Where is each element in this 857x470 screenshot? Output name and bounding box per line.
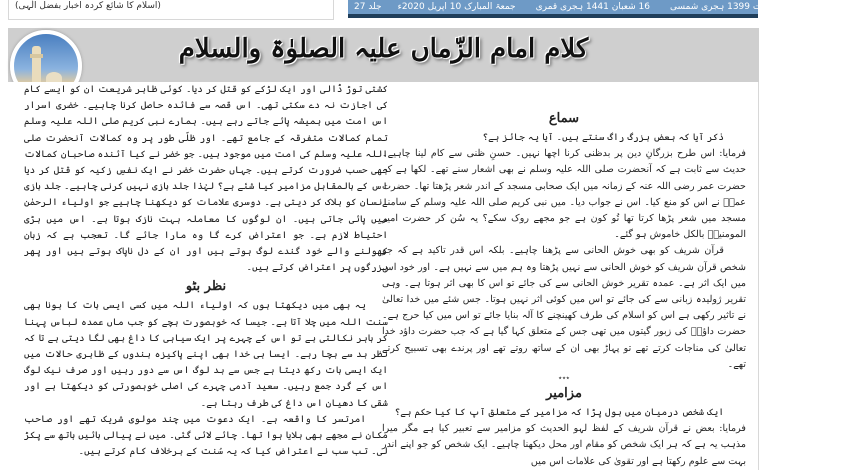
date-hijri: 16 شعبان 1441 ہجری قمری: [535, 2, 650, 12]
section-paragraph: امرتسر کا واقعہ ہے۔ ایک دعوت میں چند مولوی شریک تھے اور صاحب مکان نے مجھے بھی بلایا ہوا تھا۔ چائے لائی گئی۔ میں نے پیالی بائیں ہاتھ سے پکڑ لی۔ تب سب نے اعتراض کیا کہ یہ سُنت کے برخلاف کام کرتے ہیں۔: [24, 413, 388, 458]
section-paragraph: یہ بھی میں دیکھتا ہوں کہ اولیاء اللہ میں کسی ایسی بات کا ہونا بھی سنت اللہ میں چلا آتا ہے۔ جیسا کہ خوبصورت بچے کو جب ماں عمدہ لباس پہنا کر باہر نکالتی ہے تو اس کے چہرے پر ایک سیاہی کا داغ بھی لگا دیتی ہے تا کہ نظر بد سے بچا رہے۔ ایسا ہی خدا بھی اپنے پاکیزہ بندوں کے ظاہری حالات میں ایک ایسی بات رکھ دیتا ہے جس سے بد لوگ اس سے دور رہیں اور صرف نیک لوگ اس کے گرد جمع رہیں۔ سعید آدمی چہرے کی اصلی خوبصورتی کو دیکھتا ہے اور شقی کا دھیان اس داغ کی طرف رہتا ہے۔: [24, 300, 388, 409]
page-title: کلام امام الزّماں علیہ الصلوٰۃ والسلام: [178, 34, 589, 64]
date-shamsi: 10 شہادت 1399 ہجری شمسی: [670, 2, 796, 12]
masthead-subtitle-box: [8, 0, 334, 20]
continued-paragraph: کشتی توڑ ڈالی اور ایک لڑکے کو قتل کر دیا۔ کوئی ظاہر شریعت ان کو ایسے کام کی اجازت نہ دے سکتی تھی۔ اس قصہ سے فائدہ حاصل کرنا چاہیے۔ خضری اسرار اس امت میں ہمیشہ پائے جاتے رہے ہیں۔ ہمارے نبی کریم صلی اللہ علیہ وسلم تمام کمالات متفرقہ کے جامع تھے۔ اور ظلّی طور پر وہ کمالات آنحضرت صلی اللہ علیہ وسلم کی امت میں موجود ہیں۔ جو خضر نے کیا آئندہ صاحبان کمالات بھی حسب ضرورت کرتے ہیں۔ جہاں حضرت خضر نے ایک نفسِ زکیہ کو قتل کر دیا اس کے بالمقابل مزامیر کیا شئے ہے؟ لہٰذا جلد بازی نہیں کرنی چاہیے۔ جلد بازی انسان کو ہلاک کر دیتی ہے۔ دوسری علامات کو دیکھنا چاہیے جو اولیاء الرحمٰن میں پائی جاتی ہیں۔ ان لوگوں کا معاملہ بہت نازک ہوتا ہے۔ اس میں بڑی احتیاط لازم ہے۔ جو اعتراض کرے گا وہ مارا جائے گا۔ تعجب ہے کہ زبان کھولنے والے خود گندے لوگ ہوتے ہیں اور ان کے دل ناپاک ہوتے ہیں اور پھر بزرگوں پر اعتراض کرتے ہیں۔: [24, 84, 388, 274]
question-text: ذکر آیا کہ بعض بزرگ راگ سنتے ہیں۔ آیا یہ جائز ہے؟: [482, 132, 724, 143]
issue-info-bar: [348, 0, 851, 18]
section-separator: ٭٭٭: [558, 374, 570, 383]
date-gregorian: جمعۃ المبارک 10 اپریل 2020ء: [397, 2, 516, 12]
minaret-balcony-shape: [30, 54, 43, 58]
issue-number: شمارہ 29: [811, 2, 851, 12]
answer-paragraph: قرآن شریف کو بھی خوش الحانی سے پڑھنا چاہیے۔ بلکہ اس قدر تاکید ہے کہ جو شخص قرآن شریف کو خوش الحانی سے نہیں پڑھتا وہ ہم میں سے نہیں ہے۔ اور خود اس میں ایک اثر ہے۔ عمدہ تقریر خوش الحانی سے کی جائے تو اس کا بھی اثر ہوتا ہے۔ وہی تقریر ژولیدہ زبانی سے کی جائے تو اس میں کوئی اثر نہیں ہوتا۔ جس شئے میں خدا تعالیٰ نے تاثیر رکھی ہے اس کو اسلام کی طرف کھینچنے کا آلہ بنایا جائے تو اس میں کیا حرج ہے۔ حضرت داؤدؑ کی زبور گیتوں میں تھی جس کے متعلق کہا گیا ہے کہ جب حضرت داؤد خدا تعالیٰ کی مناجات کرتے تھے تو پہاڑ بھی ان کے ساتھ روتے تھے اور پرندے بھی تسبیح کرتے تھے۔: [382, 245, 746, 370]
section-heading-sama: سماع: [548, 111, 580, 126]
answer-paragraph: فرمایا: اس طرح بزرگانِ دین پر بدظنی کرنا اچھا نہیں۔ حسنِ ظنی سے کام لینا چاہیے۔ حدیث سے ثابت ہے کہ آنحضرت صلی اللہ علیہ وسلم نے بھی اشعار سنے تھے۔ لکھا ہے کہ حضرت عمر رضی اللہ عنہ کے زمانہ میں ایک صحابی مسجد کے اندر شعر پڑھتا تھا۔ حضرت عمرؓ نے اس کو منع کیا۔ اس نے جواب دیا۔ میں نبی کریم صلی اللہ علیہ وسلم کے سامنے مسجد میں شعر پڑھا کرتا تھا تُو کون ہے جو مجھے روک سکے؟ یہ سُن کر حضرت امیر المومنینؓ بالکل خاموش ہو گئے۔: [382, 148, 746, 241]
title-band: [8, 28, 759, 82]
question-text: ایک شخص درمیان میں بول پڑا کہ مزامیر کے متعلق آپ کا کیا حکم ہے؟: [394, 407, 724, 419]
section-heading-nazar-battu: نظر بٹو: [185, 279, 227, 295]
section-heading-mazamir: مزامیر: [546, 386, 582, 402]
answer-paragraph: فرمایا: بعض نے قرآن شریف کے لفظ لہو الحدیث کو مزامیر سے تعبیر کیا ہے مگر میرا مذہب یہ ہے کہ ہر ایک شخص کو مقام اور محل دیکھنا چاہیے۔ ایک شخص کو جو اپنے اندر بہت سے علوم رکھتا ہے اور تقویٰ کی علامات اس میں: [382, 423, 746, 467]
volume-label: جلد 27: [354, 2, 382, 12]
left-column: [24, 82, 388, 460]
right-column: [382, 108, 746, 470]
masthead-subtitle: (اسلام کا شائع کردہ اخبار بفضل الٰہی): [15, 1, 161, 11]
article-body: [8, 82, 759, 470]
